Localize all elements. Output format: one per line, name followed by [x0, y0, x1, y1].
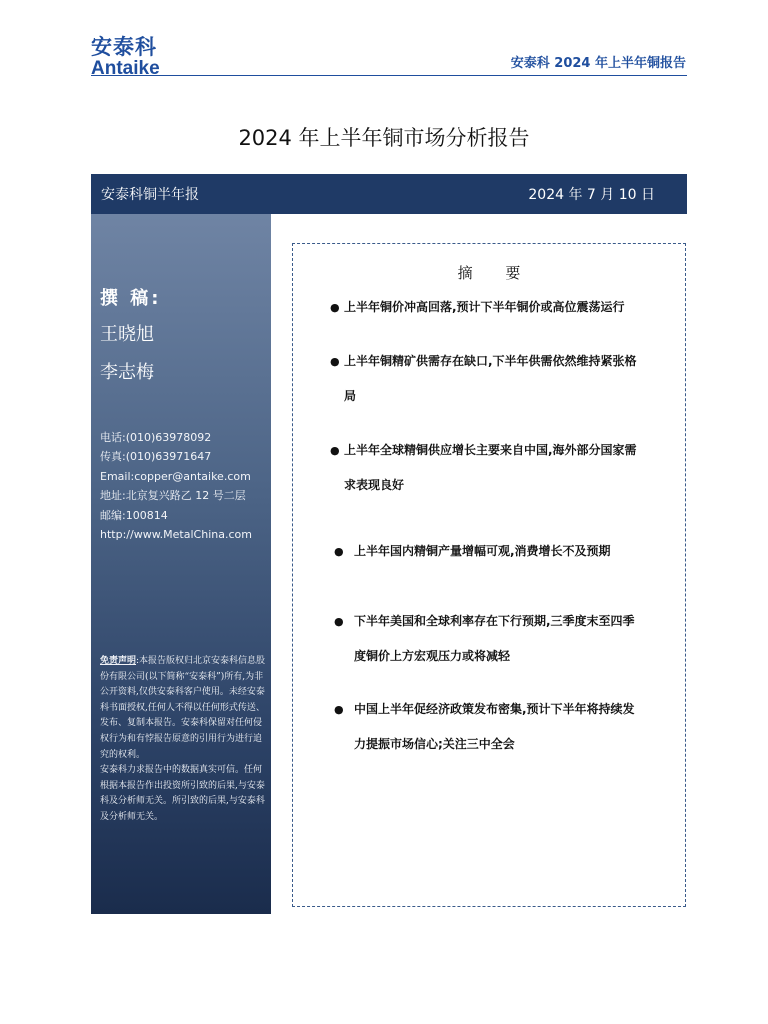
- contact-postcode: 邮编:100814: [100, 508, 168, 522]
- bullet-icon: ●: [330, 301, 340, 314]
- summary-point: [330, 290, 686, 325]
- summary-point: [330, 344, 686, 414]
- bullet-icon: ●: [334, 545, 344, 558]
- bullet-icon: ●: [330, 355, 340, 368]
- bullet-icon: ●: [330, 444, 340, 457]
- summary-point-continuation: 度铜价上方宏观压力或将减轻: [354, 649, 511, 663]
- summary-point-text: 上半年铜精矿供需存在缺口,下半年供需依然维持紧张格: [344, 354, 637, 368]
- header-divider: [91, 75, 687, 76]
- authors-heading: 撰 稿:: [100, 288, 162, 309]
- logo-english: Antaike: [91, 58, 160, 79]
- sidebar-panel: [91, 214, 271, 914]
- author-name: 王晓旭: [100, 324, 154, 345]
- summary-point-text: 上半年铜价冲高回落,预计下半年铜价或高位震荡运行: [344, 300, 625, 314]
- summary-point: [330, 433, 686, 503]
- disclaimer-text: :本报告版权归北京安泰科信息股份有限公司(以下简称“安泰科”)所有,为非公开资料,仅供安泰科客户使用。未经安泰科书面授权,任何人不得以任何形式传送、发布、复制本报告。安泰科保留对任何侵权行为和有悖报告原意的引用行为进行追究的权利。: [100, 656, 266, 760]
- author-name: 李志梅: [100, 362, 154, 383]
- logo-chinese: 安泰科: [91, 35, 157, 59]
- summary-box: [292, 243, 686, 907]
- summary-point: [330, 604, 690, 674]
- running-header-title: 安泰科 2024 年上半年铜报告: [510, 56, 686, 71]
- summary-point: [330, 692, 690, 762]
- antaike-logo: [91, 37, 160, 78]
- summary-point-continuation: 力提振市场信心;关注三中全会: [354, 737, 515, 751]
- report-date: 2024 年 7 月 10 日: [528, 187, 655, 203]
- bullet-icon: ●: [334, 615, 344, 628]
- disclaimer-heading: 免责声明: [100, 656, 137, 666]
- contact-website[interactable]: http://www.MetalChina.com: [100, 528, 252, 542]
- summary-point-continuation: 求表现良好: [344, 478, 405, 492]
- summary-point-text: 上半年全球精铜供应增长主要来自中国,海外部分国家需: [344, 443, 637, 457]
- contact-email[interactable]: Email:copper@antaike.com: [100, 469, 251, 483]
- contact-info: [100, 428, 252, 544]
- disclaimer-text-2: 安泰科力求报告中的数据真实可信。任何根据本报告作出投资所引致的后果,与安泰科及分析师无关。所引致的后果,与安泰科及分析师无关。: [100, 765, 265, 822]
- disclaimer: [100, 654, 266, 826]
- summary-heading: 摘 要: [457, 264, 535, 282]
- summary-point-text: 中国上半年促经济政策发布密集,预计下半年将持续发: [354, 702, 635, 716]
- summary-point-text: 下半年美国和全球利率存在下行预期,三季度末至四季: [354, 614, 635, 628]
- bullet-icon: ●: [334, 703, 344, 716]
- report-info-bar: [91, 174, 687, 214]
- contact-phone: 电话:(010)63978092: [100, 431, 212, 444]
- document-title: 2024 年上半年铜市场分析报告: [238, 126, 530, 150]
- contact-fax: 传真:(010)63971647: [100, 450, 212, 464]
- summary-point: [330, 534, 690, 569]
- contact-address: 地址:北京复兴路乙 12 号二层: [100, 489, 246, 503]
- summary-point-text: 上半年国内精铜产量增幅可观,消费增长不及预期: [354, 544, 611, 558]
- report-series-label: 安泰科铜半年报: [101, 187, 199, 203]
- summary-point-continuation: 局: [344, 389, 357, 403]
